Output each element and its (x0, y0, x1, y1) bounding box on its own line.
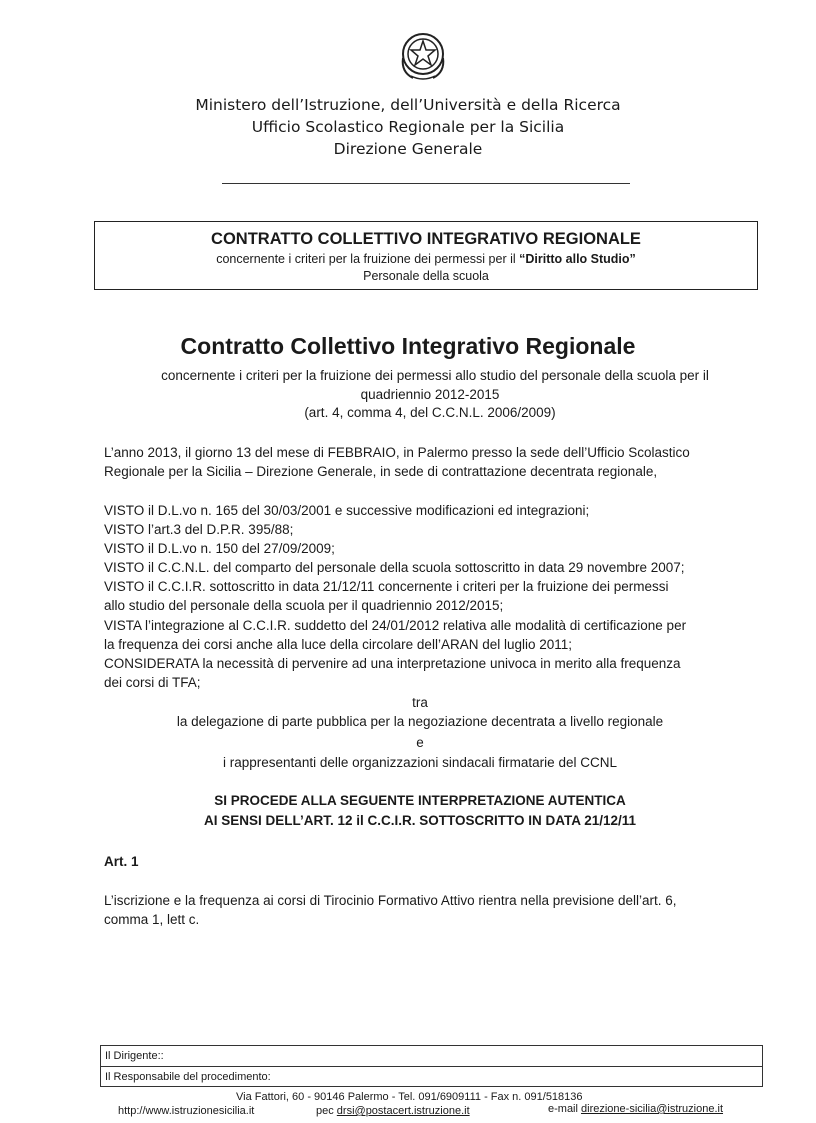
title-box-subtitle-text: concernente i criteri per la fruizione dei permessi per il (216, 252, 520, 266)
premise-line: dei corsi di TFA; (104, 675, 201, 690)
premise-line: CONSIDERATA la necessità di pervenire ad una interpretazione univoca in merito alla frequenza (104, 656, 681, 671)
premise-line: VISTA l’integrazione al C.C.I.R. suddetto del 24/01/2012 relativa alle modalità di certificazione per (104, 618, 687, 633)
main-subtitle-3: (art. 4, comma 4, del C.C.N.L. 2006/2009) (304, 405, 556, 420)
title-box (94, 221, 758, 290)
title-box-subtitle (95, 251, 757, 268)
premise-line: VISTO il C.C.I.R. sottoscritto in data 21/12/11 concernente i criteri per la fruizione dei permessi (104, 579, 669, 594)
footer-website[interactable]: http://www.istruzionesicilia.it (118, 1105, 255, 1117)
public-party: la delegazione di parte pubblica per la negoziazione decentrata a livello regionale (176, 714, 664, 729)
union-party: i rappresentanti delle organizzazioni sindacali firmatarie del CCNL (223, 755, 617, 770)
article-text-1: L’iscrizione e la frequenza ai corsi di Tirocinio Formativo Attivo rientra nella previsione dell’art. 6, (104, 893, 677, 908)
footer-signature-box (100, 1045, 763, 1087)
footer-email (548, 1102, 723, 1116)
title-box-heading: CONTRATTO COLLETTIVO INTEGRATIVO REGIONALE (211, 230, 641, 248)
title-box-staff: Personale della scuola (363, 269, 489, 283)
header-divider (222, 183, 630, 184)
footer-responsabile: Il Responsabile del procedimento: (101, 1066, 762, 1087)
footer-email-link[interactable]: direzione-sicilia@istruzione.it (581, 1103, 724, 1115)
premise-line: VISTO l’art.3 del D.P.R. 395/88; (104, 522, 294, 537)
premise-line: la frequenza dei corsi anche alla luce della circolare dell’ARAN del luglio 2011; (104, 637, 573, 652)
footer-dirigente: Il Dirigente:: (105, 1050, 164, 1062)
main-title: Contratto Collettivo Integrativo Regionale (180, 333, 636, 359)
footer-email-label: e-mail (548, 1103, 582, 1115)
footer-pec (316, 1104, 470, 1118)
procedure-heading-1: SI PROCEDE ALLA SEGUENTE INTERPRETAZIONE AUTENTICA (214, 793, 626, 808)
premise-line: allo studio del personale della scuola per il quadriennio 2012/2015; (104, 598, 504, 613)
premise-line: VISTO il C.C.N.L. del comparto del personale della scuola sottoscritto in data 29 novembre 2007; (104, 560, 685, 575)
footer-pec-label: pec (316, 1105, 337, 1117)
procedure-heading-2: AI SENSI DELL’ART. 12 il C.C.I.R. SOTTOSCRITTO IN DATA 21/12/11 (203, 813, 637, 828)
italian-republic-emblem-icon (397, 28, 449, 84)
between-word: tra (412, 695, 428, 710)
header-direction: Direzione Generale (333, 140, 483, 158)
footer-address: Via Fattori, 60 - 90146 Palermo - Tel. 091/6909111 - Fax n. 091/518136 (236, 1091, 583, 1103)
header-office: Ufficio Scolastico Regionale per la Sicilia (251, 118, 565, 136)
premise-line: VISTO il D.L.vo n. 165 del 30/03/2001 e successive modificazioni ed integrazioni; (104, 503, 590, 518)
intro-line-1: L’anno 2013, il giorno 13 del mese di FEBBRAIO, in Palermo presso la sede dell’Ufficio Scolastico (104, 445, 690, 460)
header-ministry: Ministero dell’Istruzione, dell’Università e della Ricerca (195, 96, 621, 114)
footer-pec-link[interactable]: drsi@postacert.istruzione.it (336, 1105, 470, 1117)
and-word: e (416, 735, 424, 750)
premise-line: VISTO il D.L.vo n. 150 del 27/09/2009; (104, 541, 335, 556)
title-box-subtitle-bold: “Diritto allo Studio” (519, 252, 636, 266)
main-subtitle-2: quadriennio 2012-2015 (360, 387, 500, 402)
intro-line-2: Regionale per la Sicilia – Direzione Generale, in sede di contrattazione decentrata regionale, (104, 464, 658, 479)
main-subtitle-1: concernente i criteri per la fruizione dei permessi allo studio del personale della scuola per il (161, 368, 709, 383)
article-heading: Art. 1 (104, 854, 139, 869)
article-text-2: comma 1, lett c. (104, 912, 200, 927)
